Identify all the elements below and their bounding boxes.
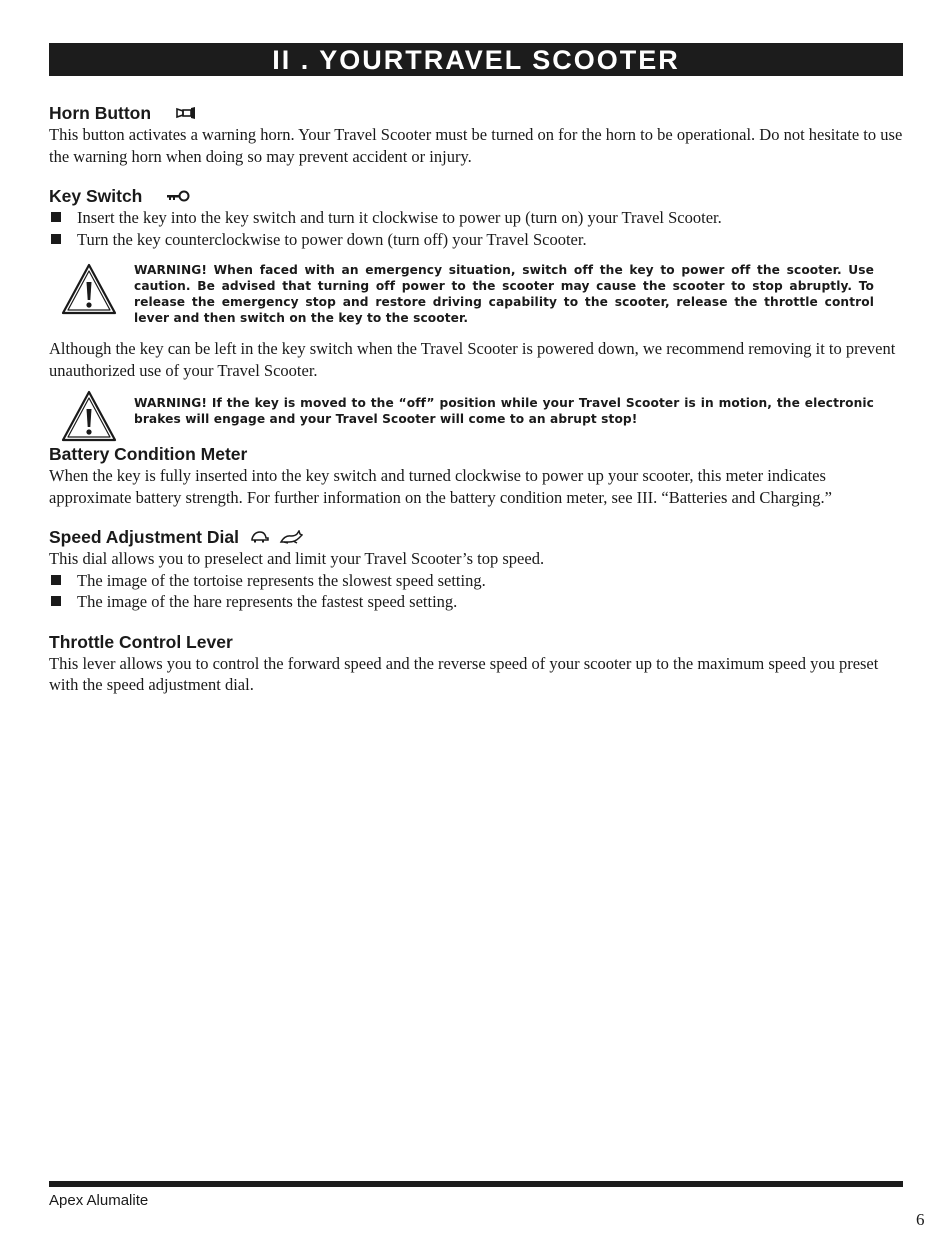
list-item-text: Insert the key into the key switch and turn it clockwise to power up (turn on) your Travel Scooter. — [77, 208, 722, 227]
list-item — [49, 207, 903, 229]
bullet-square — [51, 212, 61, 222]
throttle-lever-heading — [49, 631, 903, 653]
emergency-warning — [49, 262, 903, 326]
hare-icon — [279, 530, 303, 544]
battery-heading-label: Battery Condition Meter — [49, 444, 248, 464]
throttle-heading-label: Throttle Control Lever — [49, 631, 233, 652]
list-item-text: The image of the tortoise represents the slowest speed setting. — [77, 570, 486, 590]
key-off-warning-text: WARNING! If the key is moved to the “off” position while your Travel Scooter is in motion, the electronic brakes will engage and your Travel Scooter will come to an abrupt stop! — [134, 396, 874, 426]
battery-meter-heading — [49, 443, 903, 465]
key-switch-heading — [49, 185, 903, 207]
key-off-warning — [49, 389, 903, 443]
page-content — [49, 102, 903, 696]
bullet-square — [51, 234, 61, 244]
warning-triangle-icon — [61, 262, 117, 316]
horn-description: This button activates a warning horn. Your Travel Scooter must be turned on for the horn to be operational. Do not hesitate to use the warning horn when doing so may prevent accident or injury. — [49, 125, 903, 166]
throttle-lever-description: This lever allows you to control the forward speed and the reverse speed of your scooter up to the maximum speed you preset with the speed adjustment dial. — [49, 653, 879, 694]
footer-product-name: Apex Alumalite — [49, 1192, 149, 1209]
emergency-warning-text: WARNING! When faced with an emergency situation, switch off the key to power off the scooter. Use caution. Be advised that turning off power to the scooter may cause the scooter to stop abruptly. To release the emergency stop and restore driving capability to the scooter, release the throttle control lever and then switch on the key to the scooter. — [134, 263, 874, 325]
tortoise-icon — [249, 531, 269, 543]
battery-meter-description: When the key is fully inserted into the key switch and turned clockwise to power up your scooter, this meter indicates approximate battery strength. For further information on the battery condition meter, see III. “Batteries and Charging.” — [49, 466, 832, 507]
warning-triangle-icon — [61, 389, 117, 443]
key-switch-heading-label: Key Switch — [49, 186, 143, 206]
list-item-text: The image of the hare represents the fastest speed setting. — [77, 592, 458, 611]
list-item — [49, 570, 903, 592]
horn-icon — [175, 106, 197, 120]
list-item — [49, 229, 903, 251]
key-removal-note: Although the key can be left in the key switch when the Travel Scooter is powered down, we recommend removing it to prevent unauthorized use of your Travel Scooter. — [49, 339, 896, 380]
speed-dial-heading — [49, 526, 903, 548]
horn-heading-label: Horn Button — [49, 103, 152, 123]
bullet-square — [51, 575, 61, 585]
speed-heading-label: Speed Adjustment Dial — [49, 527, 239, 547]
key-icon — [166, 190, 190, 202]
list-item-text: Turn the key counterclockwise to power down (turn off) your Travel Scooter. — [77, 229, 587, 249]
speed-dial-description: This dial allows you to preselect and limit your Travel Scooter’s top speed. — [49, 549, 545, 568]
section-banner: II . YOURTRAVEL SCOOTER — [49, 43, 903, 76]
page-number: 6 — [916, 1210, 925, 1229]
bullet-square — [51, 596, 61, 606]
horn-button-heading — [49, 102, 903, 124]
list-item — [49, 591, 903, 613]
speed-settings-list — [49, 570, 903, 613]
key-switch-steps — [49, 207, 903, 250]
footer-rule — [49, 1181, 903, 1187]
